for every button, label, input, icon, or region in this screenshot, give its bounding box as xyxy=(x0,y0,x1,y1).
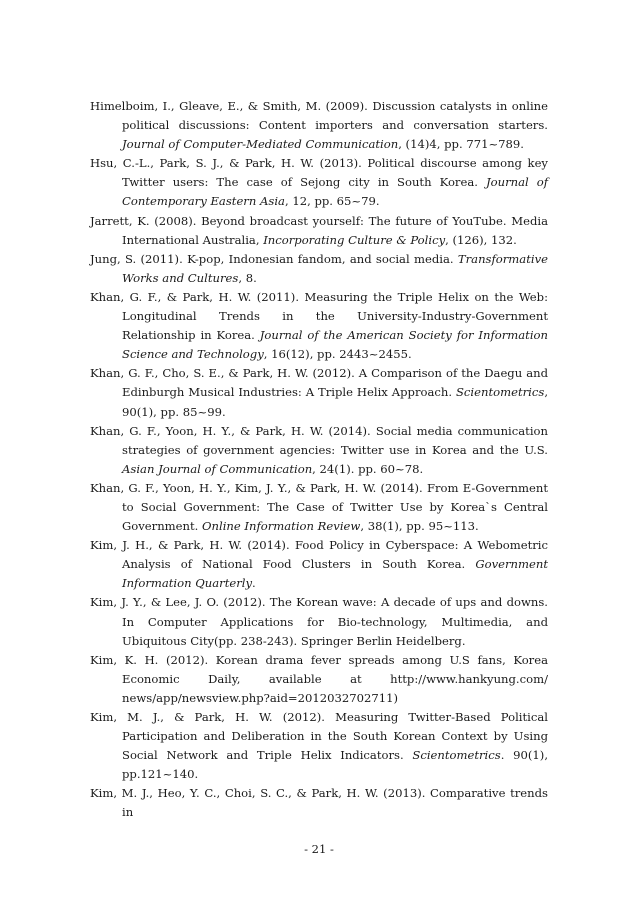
reference-text: , 38(1), pp. 95~113. xyxy=(360,519,479,534)
reference-text: , 90(1), pp. 85~99. xyxy=(122,385,548,419)
journal-title: Scientometrics xyxy=(412,748,501,763)
reference-text: . 90(1), pp.121~140. xyxy=(122,748,548,782)
journal-title: Asian Journal of Communication xyxy=(122,461,313,476)
reference-text: Kim, K. H. (2012). Korean drama fever spreads among U.S fans, Korea Economic Daily, available at http://www.hankyung.com/ news/app/newsview.php?aid=2012032702711) xyxy=(90,652,548,705)
reference-text: Khan, G. F., Cho, S. E., & Park, H. W. (2012). A Comparison of the Daegu and Edinburgh Musical Industries: A Triple Helix Approach. xyxy=(90,366,548,400)
reference-text: , (126), 132. xyxy=(445,232,517,247)
reference-text: Jung, S. (2011). K-pop, Indonesian fandom, and social media. xyxy=(90,251,458,266)
reference-entry xyxy=(90,593,548,650)
reference-entry xyxy=(90,784,548,822)
reference-text: Khan, G. F., Yoon, H. Y., & Park, H. W. (2014). Social media communication strategies of government agencies: Twitter use in Korea and the U.S. xyxy=(90,423,548,457)
reference-text: Jarrett, K. (2008). Beyond broadcast yourself: The future of YouTube. Media International Australia, xyxy=(90,213,548,247)
reference-text: Kim, J. Y., & Lee, J. O. (2012). The Korean wave: A decade of ups and downs. In Computer Applications for Bio-technology, Multimedia, and Ubiquitous City(pp. 238-243). Springer Berlin Heidelberg. xyxy=(90,595,548,648)
reference-entry xyxy=(90,422,548,479)
reference-text: Khan, G. F., Yoon, H. Y., Kim, J. Y., & Park, H. W. (2014). From E-Government to Social Government: The Case of Twitter Use by Korea`s Central Government. xyxy=(90,480,548,534)
reference-entry xyxy=(90,212,548,250)
reference-entry xyxy=(90,536,548,593)
journal-title: Incorporating Culture & Policy xyxy=(263,232,446,247)
reference-text: , 16(12), pp. 2443~2455. xyxy=(263,347,412,362)
journal-title: Transformative Works and Cultures xyxy=(122,251,548,285)
journal-title: Journal of Computer-Mediated Communication xyxy=(122,137,399,152)
reference-entry xyxy=(90,651,548,708)
reference-entry xyxy=(90,288,548,364)
reference-entry xyxy=(90,154,548,211)
reference-entry xyxy=(90,479,548,536)
reference-entry xyxy=(90,97,548,154)
reference-text: Himelboim, I., Gleave, E., & Smith, M. (2009). Discussion catalysts in online political discussions: Content importers and conversation starters. xyxy=(90,99,548,133)
reference-text: , 8. xyxy=(238,270,257,285)
journal-title: Journal of Contemporary Eastern Asia xyxy=(122,175,548,209)
reference-entry xyxy=(90,250,548,288)
reference-text: Kim, J. H., & Park, H. W. (2014). Food Policy in Cyberspace: A Webometric Analysis of National Food Clusters in South Korea. xyxy=(90,538,548,572)
reference-text: Kim, M. J., Heo, Y. C., Choi, S. C., & Park, H. W. (2013). Comparative trends in xyxy=(90,786,548,820)
journal-title: Government Information Quarterly xyxy=(122,557,548,591)
reference-entry xyxy=(90,364,548,421)
reference-text: Hsu, C.-L., Park, S. J., & Park, H. W. (2013). Political discourse among key Twitter users: The case of Sejong city in South Korea. xyxy=(90,156,548,190)
reference-text: . xyxy=(252,576,256,591)
page-number: - 21 - xyxy=(304,842,334,856)
reference-text: Khan, G. F., & Park, H. W. (2011). Measuring the Triple Helix on the Web: Longitudinal Trends in the University-Industry-Government Relationship in Korea. xyxy=(90,289,548,343)
reference-text: , 12, pp. 65~79. xyxy=(284,194,380,209)
reference-entry xyxy=(90,708,548,784)
journal-title: Online Information Review xyxy=(202,519,361,534)
journal-title: Scientometrics xyxy=(455,385,545,400)
reference-text: Kim, M. J., & Park, H. W. (2012). Measuring Twitter-Based Political Participation and Deliberation in the South Korean Context by Using Social Network and Triple Helix Indicators. xyxy=(90,710,548,763)
reference-text: , 24(1). pp. 60~78. xyxy=(312,461,424,476)
journal-title: Journal of the American Society for Information Science and Technology xyxy=(122,328,548,362)
reference-text: , (14)4, pp. 771~789. xyxy=(398,137,524,152)
reference-list xyxy=(90,97,548,823)
